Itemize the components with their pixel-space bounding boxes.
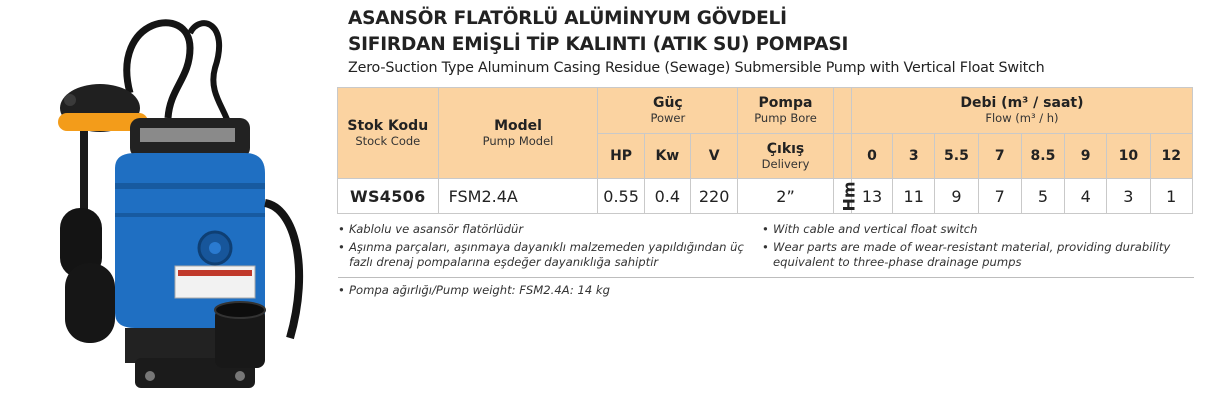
flow-col-4: 8.5 xyxy=(1021,133,1064,179)
note-text: Wear parts are made of wear-resistant material, providing durability equivalent to three-phase drainage pumps xyxy=(773,239,1171,269)
model-sublabel: Pump Model xyxy=(482,134,554,148)
model-label: Model xyxy=(494,118,542,134)
flow-label: Debi (m³ / saat) xyxy=(960,95,1084,112)
header-row-1 xyxy=(338,88,1193,134)
list-item xyxy=(338,222,756,238)
pump-weight-note xyxy=(338,283,1205,297)
hp-value: 0.55 xyxy=(598,179,644,214)
divider xyxy=(338,277,1194,278)
notes-turkish xyxy=(338,222,756,273)
stock-code-sublabel: Stock Code xyxy=(355,134,421,148)
head-value: 11 xyxy=(893,179,935,214)
title-line-1: ASANSÖR FLATÖRLÜ ALÜMİNYUM GÖVDELİ xyxy=(348,8,787,29)
delivery-value: 2” xyxy=(738,179,834,214)
power-label: Güç xyxy=(652,95,683,112)
flow-col-7: 12 xyxy=(1150,133,1192,179)
bore-header xyxy=(738,88,834,134)
model-value: FSM2.4A xyxy=(438,179,598,214)
delivery-header xyxy=(738,133,834,179)
delivery-sublabel: Delivery xyxy=(761,156,810,171)
notes-english xyxy=(762,222,1198,273)
title-turkish xyxy=(348,6,1188,58)
stock-code-label: Stok Kodu xyxy=(347,118,429,134)
volt-value: 220 xyxy=(690,179,737,214)
power-header xyxy=(598,88,738,134)
bore-label: Pompa xyxy=(758,95,813,112)
weight-text: Pompa ağırlığı/Pump weight: FSM2.4A: 14 kg xyxy=(349,283,610,297)
bullet-icon: • xyxy=(338,239,345,254)
kw-header: Kw xyxy=(644,133,690,179)
title-english: Zero-Suction Type Aluminum Casing Residue (Sewage) Submersible Pump with Vertical Float Switch xyxy=(348,60,1045,76)
table-row xyxy=(338,179,1193,214)
stock-code-value: WS4506 xyxy=(338,179,439,214)
flow-col-2: 5.5 xyxy=(935,133,978,179)
bullet-icon: • xyxy=(762,239,769,254)
list-item xyxy=(338,240,756,271)
note-text: Kablolu ve asansör flatörlüdür xyxy=(349,222,524,236)
list-item xyxy=(762,222,1198,238)
volt-header: V xyxy=(690,133,737,179)
delivery-label: Çıkış xyxy=(766,140,805,157)
flow-header xyxy=(851,88,1192,134)
hm-header-blank xyxy=(833,88,851,134)
head-value: 5 xyxy=(1021,179,1064,214)
flow-col-6: 10 xyxy=(1107,133,1150,179)
head-value: 7 xyxy=(978,179,1021,214)
head-value: 1 xyxy=(1150,179,1192,214)
head-value: 13 xyxy=(851,179,892,214)
flow-col-0: 0 xyxy=(851,133,892,179)
submersible-pump-icon xyxy=(40,8,320,404)
bullet-icon: • xyxy=(338,283,345,297)
hp-header: HP xyxy=(598,133,644,179)
hm-label-cell xyxy=(833,179,859,214)
bore-sublabel: Pump Bore xyxy=(754,111,817,126)
head-value: 9 xyxy=(935,179,978,214)
title-line-2: SIFIRDAN EMİŞLİ TİP KALINTI (ATIK SU) POMPASI xyxy=(348,34,849,55)
hm-label: Hm xyxy=(839,180,859,212)
product-image xyxy=(40,8,320,404)
bullet-icon: • xyxy=(338,222,345,236)
hm-header-blank-2 xyxy=(833,133,851,179)
flow-col-1: 3 xyxy=(893,133,935,179)
kw-value: 0.4 xyxy=(644,179,690,214)
flow-col-3: 7 xyxy=(978,133,1021,179)
bullet-icon: • xyxy=(762,222,769,236)
flow-col-5: 9 xyxy=(1065,133,1107,179)
note-text: With cable and vertical float switch xyxy=(773,222,978,236)
head-value: 3 xyxy=(1107,179,1150,214)
list-item xyxy=(762,240,1198,271)
flow-sublabel: Flow (m³ / h) xyxy=(985,111,1059,126)
head-value: 4 xyxy=(1065,179,1107,214)
stock-code-header xyxy=(338,88,439,179)
spec-table xyxy=(337,87,1193,214)
note-text: Aşınma parçaları, aşınmaya dayanıklı malzemeden yapıldığından üç fazlı drenaj pompalarına eşdeğer dayanıklığa sahiptir xyxy=(349,239,744,269)
model-header xyxy=(438,88,598,179)
power-sublabel: Power xyxy=(650,111,686,126)
